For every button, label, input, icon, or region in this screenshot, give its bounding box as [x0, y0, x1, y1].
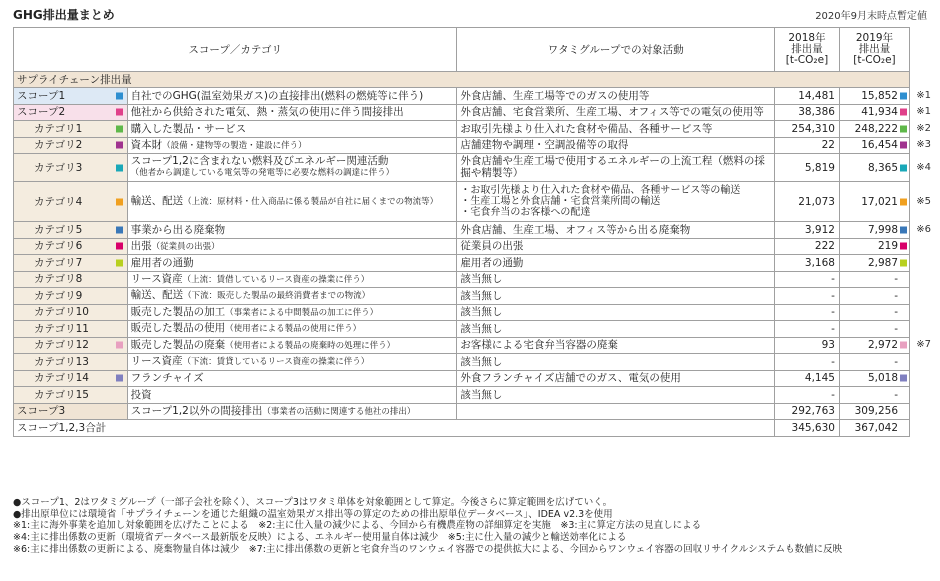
- value-2019-text: -: [894, 273, 898, 286]
- value-2018: -: [775, 304, 840, 321]
- value-2019: [839, 403, 909, 420]
- color-swatch-icon: [116, 92, 123, 99]
- row-name: [14, 337, 128, 354]
- row-description-text: リース資産: [130, 272, 183, 285]
- row-description-text: 購入した製品・サービス: [130, 122, 247, 135]
- row-activity: 該当無し: [457, 271, 775, 288]
- color-swatch-icon: [900, 142, 907, 149]
- row-name-label: カテゴリ1: [34, 122, 83, 135]
- row-description-text: 輸送、配送: [130, 195, 184, 207]
- value-2019-text: -: [894, 289, 898, 302]
- total-label: スコープ1,2,3合計: [14, 420, 775, 437]
- row-name: [14, 387, 128, 404]
- row-note: ※4: [916, 161, 931, 173]
- row-activity: 該当無し: [457, 354, 775, 371]
- row-name: [14, 271, 128, 288]
- color-swatch-icon: [116, 243, 123, 250]
- header-2018: [775, 28, 840, 72]
- table-row: [14, 104, 910, 121]
- table-row: [14, 222, 910, 239]
- row-description: [127, 182, 457, 222]
- row-name-label: スコープ2: [17, 106, 66, 119]
- value-2018: -: [775, 354, 840, 371]
- color-swatch-icon: [116, 142, 123, 149]
- row-name: [14, 370, 128, 387]
- row-activity-line: ・お取引先様より仕入れた食材や備品、各種サービス等の輸送: [460, 185, 741, 196]
- row-description: [127, 403, 457, 420]
- value-2019-text: -: [894, 355, 898, 368]
- value-2018: 5,819: [775, 154, 840, 182]
- value-2019-text: 17,021: [861, 195, 898, 208]
- row-name-label: カテゴリ6: [34, 240, 83, 253]
- row-name-label: カテゴリ11: [34, 322, 89, 335]
- row-description-note: （下流：賃貸しているリース資産の操業に伴う）: [182, 357, 370, 368]
- total-2018: 345,630: [775, 420, 840, 437]
- page-title: GHG排出量まとめ: [13, 8, 115, 22]
- row-activity: 外食店舗や生産工場で使用するエネルギーの上流工程（燃料の採掘や精製等）: [457, 154, 775, 182]
- as-of-note: 2020年9月末時点暫定値: [815, 11, 927, 22]
- row-activity: 外食店舗、宅食営業所、生産工場、オフィス等での電気の使用等: [457, 104, 775, 121]
- header-2019-unit: [t-CO₂e]: [853, 54, 896, 66]
- row-name-label: カテゴリ8: [34, 273, 83, 286]
- row-activity: 従業員の出張: [457, 238, 775, 255]
- row-description: [127, 137, 457, 154]
- row-description-text: 販売した製品の加工: [130, 305, 226, 318]
- row-name-label: カテゴリ9: [34, 289, 83, 302]
- header-activity: ワタミグループでの対象活動: [457, 28, 775, 72]
- value-2018: 38,386: [775, 104, 840, 121]
- section-label: サプライチェーン排出量: [14, 72, 910, 88]
- row-name: [14, 137, 128, 154]
- row-description-note: （使用者による製品の使用に伴う）: [225, 324, 362, 335]
- row-description-note: （設備・建物等の製造・建設に伴う）: [162, 140, 307, 151]
- row-description: [127, 154, 457, 182]
- row-description: [127, 255, 457, 272]
- row-note: ※1: [916, 106, 931, 118]
- row-name-label: カテゴリ13: [34, 355, 89, 368]
- value-2018: 3,912: [775, 222, 840, 239]
- value-2018: 4,145: [775, 370, 840, 387]
- header-2019-label: 排出量: [858, 43, 891, 55]
- header-2018-unit: [t-CO₂e]: [785, 54, 829, 66]
- row-description: [127, 387, 457, 404]
- row-description-text: 自社でのGHG(温室効果ガス)の直接排出(燃料の燃焼等に伴う): [130, 89, 424, 102]
- row-description-text: リース資産: [130, 355, 183, 368]
- table-row: [14, 154, 910, 182]
- table-row: [14, 354, 910, 371]
- row-name: [14, 121, 128, 138]
- color-swatch-icon: [116, 164, 123, 171]
- color-swatch-icon: [900, 92, 907, 99]
- row-note: ※2: [916, 122, 931, 134]
- table-row: [14, 370, 910, 387]
- value-2019: [839, 182, 931, 222]
- row-name: [14, 182, 128, 222]
- value-2019: [839, 304, 909, 321]
- row-name: [14, 288, 128, 305]
- value-2019-text: -: [894, 322, 898, 335]
- row-activity: お客様による宅食弁当容器の廃棄: [457, 337, 775, 354]
- row-description-note: （上流：原材料・仕入商品に係る製品が自社に届くまでの物流等）: [183, 197, 439, 207]
- footnote: ●排出原単位には環境省「サプライチェーンを通じた組織の温室効果ガス排出等の算定のための排出原単位データベース」、IDEA v2.3を使用: [13, 508, 613, 520]
- row-description-text: フランチャイズ: [130, 372, 204, 385]
- value-2019-text: 16,454: [861, 139, 898, 152]
- color-swatch-icon: [116, 226, 123, 233]
- value-2019-text: 219: [877, 240, 898, 253]
- value-2018: -: [775, 387, 840, 404]
- row-description: [127, 288, 457, 305]
- footnotes: [13, 497, 933, 556]
- value-2018: -: [775, 288, 840, 305]
- footnote: ※1:主に海外事業を追加し対象範囲を広げたことによる ※2:主に仕入量の減少による、今回から有機農産物の詳細算定を実施 ※3:主に算定方法の見直しによる: [13, 520, 702, 532]
- value-2018: 3,168: [775, 255, 840, 272]
- header-2019-year: 2019年: [855, 32, 894, 44]
- row-name: [14, 403, 128, 420]
- row-description: [127, 321, 457, 338]
- row-name-label: カテゴリ15: [34, 388, 89, 401]
- value-2018: 21,073: [775, 182, 840, 222]
- color-swatch-icon: [900, 259, 907, 266]
- color-swatch-icon: [116, 375, 123, 382]
- row-name-label: カテゴリ5: [34, 223, 83, 236]
- value-2019: [839, 88, 931, 105]
- row-note: ※6: [916, 223, 931, 235]
- table-row: [14, 255, 910, 272]
- row-name-label: カテゴリ3: [34, 161, 83, 174]
- total-2019: 367,042: [839, 420, 909, 437]
- row-name: [14, 222, 128, 239]
- row-description: [127, 222, 457, 239]
- row-name-label: カテゴリ10: [34, 306, 89, 319]
- row-description: [127, 104, 457, 121]
- row-name: [14, 354, 128, 371]
- table-row: [14, 137, 910, 154]
- color-swatch-icon: [900, 243, 907, 250]
- row-description-note: （従業員の出張）: [151, 241, 220, 252]
- value-2019-text: 41,934: [861, 106, 898, 119]
- row-activity: 外食店舗、生産工場、オフィス等から出る廃棄物: [457, 222, 775, 239]
- header-scope-category: スコープ／カテゴリ: [14, 28, 457, 72]
- color-swatch-icon: [116, 342, 123, 349]
- row-activity-line: ・生産工場と外食店舗・宅食営業所間の輸送: [460, 196, 661, 207]
- color-swatch-icon: [116, 109, 123, 116]
- color-swatch-icon: [116, 125, 123, 132]
- value-2019-text: 2,987: [867, 256, 898, 269]
- row-name: [14, 154, 128, 182]
- value-2018: 222: [775, 238, 840, 255]
- row-activity: 該当無し: [457, 321, 775, 338]
- value-2018: -: [775, 321, 840, 338]
- table-row: [14, 182, 910, 222]
- table-row: [14, 337, 910, 354]
- value-2019: [839, 154, 931, 182]
- row-description-text: スコープ1,2以外の間接排出: [130, 404, 263, 417]
- header-2018-label: 排出量: [791, 43, 823, 55]
- row-name: [14, 88, 128, 105]
- row-description-note: （事業者の活動に関連する他社の排出）: [262, 406, 416, 417]
- table-header: [14, 28, 910, 72]
- header-2018-year: 2018年: [788, 32, 826, 44]
- row-description: [127, 370, 457, 387]
- row-description-text: 投資: [130, 388, 152, 401]
- row-activity: 該当無し: [457, 387, 775, 404]
- row-name-label: スコープ1: [17, 89, 66, 102]
- row-name: [14, 304, 128, 321]
- row-description: [127, 238, 457, 255]
- row-description-text: 販売した製品の廃棄: [130, 338, 226, 351]
- row-description-text: 雇用者の通勤: [130, 256, 194, 269]
- row-name-label: カテゴリ12: [34, 339, 89, 352]
- row-description-text: 他社から供給された電気、熱・蒸気の使用に伴う間接排出: [130, 106, 404, 119]
- header: [13, 6, 927, 22]
- table-row: [14, 88, 910, 105]
- row-activity-line: ・宅食弁当のお客様への配達: [460, 207, 591, 218]
- row-description-text: 資本財: [130, 138, 163, 151]
- value-2019: [839, 255, 909, 272]
- row-description-note: （上流：賃借しているリース資産の操業に伴う）: [182, 274, 370, 285]
- row-description-text: 出張: [130, 239, 152, 252]
- value-2019-text: 5,018: [867, 372, 898, 385]
- row-name-label: カテゴリ7: [34, 256, 83, 269]
- row-description: [127, 121, 457, 138]
- value-2019: [839, 321, 909, 338]
- row-description: [127, 354, 457, 371]
- row-description-text: スコープ1,2に含まれない燃料及びエネルギー関連活動: [130, 155, 389, 167]
- table-row: [14, 238, 910, 255]
- row-description-note: （事業者による中間製品の加工に伴う）: [225, 307, 379, 318]
- color-swatch-icon: [900, 125, 907, 132]
- color-swatch-icon: [116, 198, 123, 205]
- color-swatch-icon: [900, 342, 907, 349]
- table-row: [14, 304, 910, 321]
- value-2019-text: 7,998: [867, 223, 898, 236]
- row-note: ※1: [916, 89, 931, 101]
- row-activity: 外食店舗、生産工場等でのガスの使用等: [457, 88, 775, 105]
- color-swatch-icon: [900, 226, 907, 233]
- row-description-text: 事業から出る廃棄物: [130, 223, 226, 236]
- value-2019: [839, 370, 909, 387]
- row-name: [14, 255, 128, 272]
- row-name-label: スコープ3: [17, 405, 66, 418]
- footnote: ※6:主に排出係数の更新による、廃棄物量自体は減少 ※7:主に排出係数の更新と宅食弁当のワンウェイ容器での提供拡大による、今回からワンウェイ容器の回収リサイクルシステムも数値に反映: [13, 543, 843, 555]
- row-name-label: カテゴリ2: [34, 139, 83, 152]
- row-activity: 外食フランチャイズ店舗でのガス、電気の使用: [457, 370, 775, 387]
- row-description-note: （他者から調達している電気等の発電等に必要な燃料の調達に伴う）: [130, 168, 395, 178]
- row-name: [14, 238, 128, 255]
- value-2019-text: 309,256: [854, 405, 898, 418]
- table-row: [14, 387, 910, 404]
- row-description: [127, 271, 457, 288]
- row-name-label: カテゴリ4: [34, 195, 83, 208]
- table-row: [14, 121, 910, 138]
- table-row: [14, 271, 910, 288]
- table-row: [14, 321, 910, 338]
- value-2019-text: 8,365: [867, 161, 898, 174]
- row-note: ※5: [916, 195, 931, 207]
- value-2019-text: 15,852: [861, 89, 898, 102]
- value-2018: 93: [775, 337, 840, 354]
- color-swatch-icon: [900, 198, 907, 205]
- row-activity: 雇用者の通勤: [457, 255, 775, 272]
- row-description-note: （使用者による製品の廃棄時の処理に伴う）: [225, 340, 396, 351]
- value-2019: [839, 121, 931, 138]
- value-2018: -: [775, 271, 840, 288]
- ghg-table: [13, 27, 931, 437]
- table-row: [14, 288, 910, 305]
- row-description: [127, 304, 457, 321]
- row-name-label: カテゴリ14: [34, 372, 89, 385]
- value-2018: 254,310: [775, 121, 840, 138]
- row-description: [127, 337, 457, 354]
- value-2019: [839, 354, 909, 371]
- row-activity: 店舗建物や調理・空調設備等の取得: [457, 137, 775, 154]
- row-name: [14, 104, 128, 121]
- row-note: ※3: [916, 139, 931, 151]
- value-2018: 22: [775, 137, 840, 154]
- table-row: [14, 403, 910, 420]
- row-activity: [457, 403, 775, 420]
- row-activity: [457, 182, 775, 222]
- footnote: ※4:主に排出係数の更新（環境省データベース最新版を反映）による、エネルギー使用量自体は減少 ※5:主に仕入量の減少と輸送効率化による: [13, 532, 627, 544]
- row-description-note: （下流：販売した製品の最終消費者までの物流）: [183, 291, 371, 302]
- value-2019: [839, 271, 909, 288]
- row-description-text: 輸送、配送: [130, 289, 184, 302]
- row-activity: 該当無し: [457, 288, 775, 305]
- section-row: [14, 72, 910, 88]
- value-2019: [839, 288, 909, 305]
- color-swatch-icon: [900, 164, 907, 171]
- color-swatch-icon: [900, 375, 907, 382]
- value-2019-text: -: [894, 306, 898, 319]
- value-2019: [839, 222, 931, 239]
- row-activity: 該当無し: [457, 304, 775, 321]
- value-2019-text: 248,222: [854, 122, 898, 135]
- value-2019: [839, 337, 931, 354]
- footnote: ●スコープ1、2はワタミグループ（一部子会社を除く）、スコープ3はワタミ単体を対象範囲として算定。今後さらに算定範囲を広げていく。: [13, 497, 613, 508]
- value-2019: [839, 137, 931, 154]
- value-2019-text: 2,972: [867, 339, 898, 352]
- header-2019: [839, 28, 909, 72]
- value-2019-text: -: [894, 388, 898, 401]
- value-2019: [839, 387, 909, 404]
- value-2018: 14,481: [775, 88, 840, 105]
- color-swatch-icon: [900, 109, 907, 116]
- color-swatch-icon: [116, 259, 123, 266]
- row-name: [14, 321, 128, 338]
- row-description: [127, 88, 457, 105]
- value-2018: 292,763: [775, 403, 840, 420]
- row-activity: お取引先様より仕入れた食材や備品、各種サービス等: [457, 121, 775, 138]
- row-note: ※7: [916, 339, 931, 351]
- value-2019: [839, 104, 931, 121]
- total-row: [14, 420, 910, 437]
- row-description-text: 販売した製品の使用: [130, 322, 226, 335]
- value-2019: [839, 238, 909, 255]
